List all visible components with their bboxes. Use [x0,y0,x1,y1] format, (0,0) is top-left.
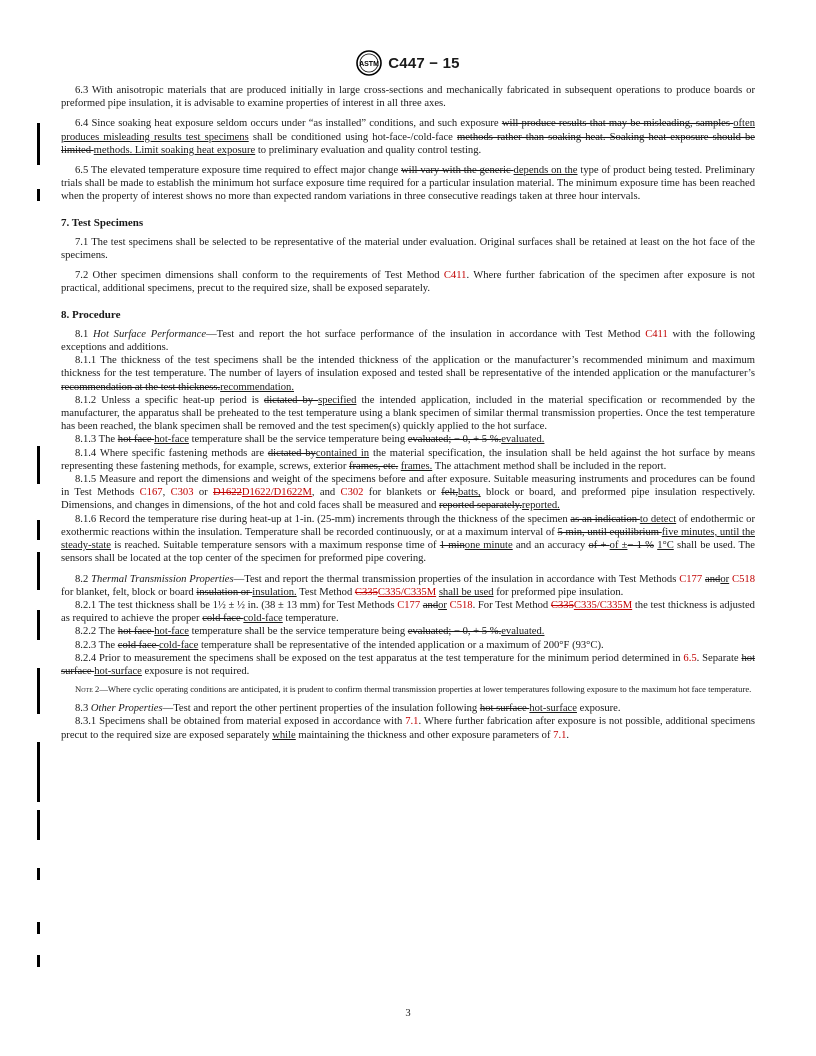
astm-logo-icon [356,50,382,76]
change-bar [37,123,40,165]
section-8-1-5: 8.1.5 Measure and report the dimensions and weight of the specimens before and after exposure. Suitable measuring instruments and procedures can be found in Test Methods C167, C303 or D1622D1622/D1622M, and C302 for blankets or felt,batts, block or board, and preformed pipe insulation respectively. Dimensions, and changes in dimensions, of the hot and cold faces shall be measured and reported separately.reported. [61,474,756,512]
ref-link[interactable]: C303 [170,487,194,499]
section-8-2-4: 8.2.4 Prior to measurement the specimens shall be exposed on the test apparatus at the test temperature for the minimum period determined in 6.5. Separate hot surface hot-surface exposure is not required. [61,652,756,677]
ref-link[interactable]: C167 [139,487,163,499]
section-8-2-1: 8.2.1 The test thickness shall be 1½ ± ½ in. (38 ± 13 mm) for Test Methods C177 andor C518. For Test Method C335C335/C335M the test thickness is adjusted as required to achieve the proper cold face cold-face temperature. [61,599,755,625]
ref-link[interactable]: C411 [645,328,668,340]
section-8-1-4: 8.1.4 Where specific fastening methods are dictated bycontained in the material specification, the insulation shall be held against the hot surface by means representing these fastening methods, for example, screws, exterior frames, etc. frames. The attachment method shall be included in the report. [61,447,755,472]
ref-link[interactable]: C518 [732,573,755,585]
ref-link[interactable]: C177 [397,599,421,611]
ref-link[interactable]: C302 [340,487,364,499]
ref-link[interactable]: C335 [354,586,378,598]
section-6-4: 6.4 Since soaking heat exposure seldom occurs under “as installed” conditions, and such exposure will produce results that may be misleading, samples often produces misleading results test specimens shall be conditioned using hot-face-/cold-face methods rather than soaking heat. Soaking heat exposure should be limited methods. Limit soaking heat exposure to preliminary evaluation and quality control testing. [61,118,755,156]
section-6-3: 6.3 With anisotropic materials that are produced initially in large cross-sections and mechanically fabricated in subsequent operations to produce boards or preformed pipe insulation, it is advisable to examine properties of interest in all three axes. [61,85,755,110]
section-8-2: 8.2 Thermal Transmission Properties—Test and report the thermal transmission properties of the insulation in accordance with Test Methods C177 andor C518 for blanket, felt, block or board insulation or insulation. Test Method C335C335/C335M shall be used for preformed pipe insulation. [61,573,755,598]
change-bar [37,552,40,590]
change-bar [37,668,40,714]
ref-link[interactable]: 7.1 [405,716,419,728]
ref-link[interactable]: C177 [679,573,703,585]
change-bar [37,868,40,880]
section-8-1-6: 8.1.6 Record the temperature rise during heat-up at 1-in. (25-mm) increments through the thickness of the specimen as an indication to detect of endothermic or exothermic reactions within the insulation. Temperature shall be recorded continuously, or at a maximum interval of 5 min, until equilibrium five minutes, until the steady-state is reached. Suitable temperature sensors with a maximum response time of 1 minone minute and an accuracy of + of ±− 1 % 1°C shall be used. The sensors shall be located at the top center of the specimen for preformed pipe covering. [61,513,756,565]
ref-link[interactable]: 7.1 [553,729,567,741]
change-bar [37,955,40,967]
document-body [61,84,755,742]
section-8-1-1: 8.1.1 The thickness of the test specimens shall be the intended thickness of the application or the manufacturer’s recommended minimum and maximum thickness for the test temperature. The number of layers of insulation exposed and tested shall be representative of the intended application or the manufacturer’s recommendation at the test thickness.recommendation. [61,355,755,393]
heading-procedure: 8. Procedure [61,308,121,321]
ref-link[interactable]: D1622/D1622M [241,487,312,499]
ref-link[interactable]: C518 [449,599,473,611]
note-2: Note 2—Where cyclic operating conditions are anticipated, it is prudent to confirm thermal transmission properties at lower temperatures following exposure to the maximum hot face temperature. [75,684,752,695]
change-bar [37,810,40,840]
change-bar [37,922,40,934]
section-7-1: 7.1 The test specimens shall be selected to be representative of the material under evaluation. Original surfaces shall be retained at least on the hot face of the specimens. [61,236,755,262]
ref-link[interactable]: C335/C335M [573,599,633,611]
section-8-2-3: 8.2.3 The cold face cold-face temperature shall be representative of the intended application or a maximum of 200°F (93°C). [75,639,604,651]
section-8-2-2: 8.2.2 The hot face hot-face temperature shall be the service temperature being evaluated; − 0, + 5 %.evaluated. [75,626,545,638]
page-number: 3 [405,1008,411,1019]
section-8-3-1: 8.3.1 Specimens shall be obtained from material exposed in accordance with 7.1. Where further fabrication after exposure is not possible, additional specimens precut to the required size are exposed separately while maintaining the thickness and other exposure parameters of 7.1. [61,716,755,741]
section-8-3: 8.3 Other Properties—Test and report the other pertinent properties of the insulation following hot surface hot-surface exposure. [75,703,621,715]
change-bar [37,189,40,201]
section-6-5: 6.5 The elevated temperature exposure time required to effect major change will vary with the generic depends on the type of product being tested. Preliminary trials shall be made to establish the minimum hot surface exposure time required for a particular insulation material. The minimum exposure time has been reached when the property of interest shows no more than expected random variations in three consecutive readings taken at three hour intervals. [61,165,755,203]
document-id: C447 − 15 [388,54,460,72]
change-bar [37,742,40,802]
heading-test-specimens: 7. Test Specimens [61,216,144,229]
page-header [0,50,816,76]
ref-link[interactable]: C411 [443,270,467,282]
ref-link[interactable]: C335/C335M [377,586,437,598]
ref-link[interactable]: C335 [550,599,574,611]
section-8-1-2: 8.1.2 Unless a specific heat-up period is dictated by specified the intended application, included in the material specification or recommended by the manufacturer, the apparatus shall be preheated to the test temperature using a blank specimen of similar thermal transmission properties. Once the test temperature has been reached, the blank specimen shall be removed and the test specimen(s) quickly applied to the hot surface. [61,394,755,433]
section-8-1: 8.1 Hot Surface Performance—Test and report the hot surface performance of the insulation in accordance with Test Method C411 with the following exceptions and additions. [61,328,756,354]
change-bar [37,610,40,640]
ref-link[interactable]: D1622 [213,487,242,499]
section-7-2: 7.2 Other specimen dimensions shall conform to the requirements of Test Method C411. Where further fabrication of the specimen after exposure is not practical, additional specimens, precut to the required size, shall be exposed separately. [61,270,755,295]
section-8-1-3: 8.1.3 The hot face hot-face temperature shall be the service temperature being evaluated; − 0, + 5 %.evaluated. [75,434,545,446]
ref-link[interactable]: 6.5 [683,652,697,664]
change-bar [37,446,40,484]
change-bar [37,520,40,540]
svg-text:ASTM: ASTM [359,61,380,68]
